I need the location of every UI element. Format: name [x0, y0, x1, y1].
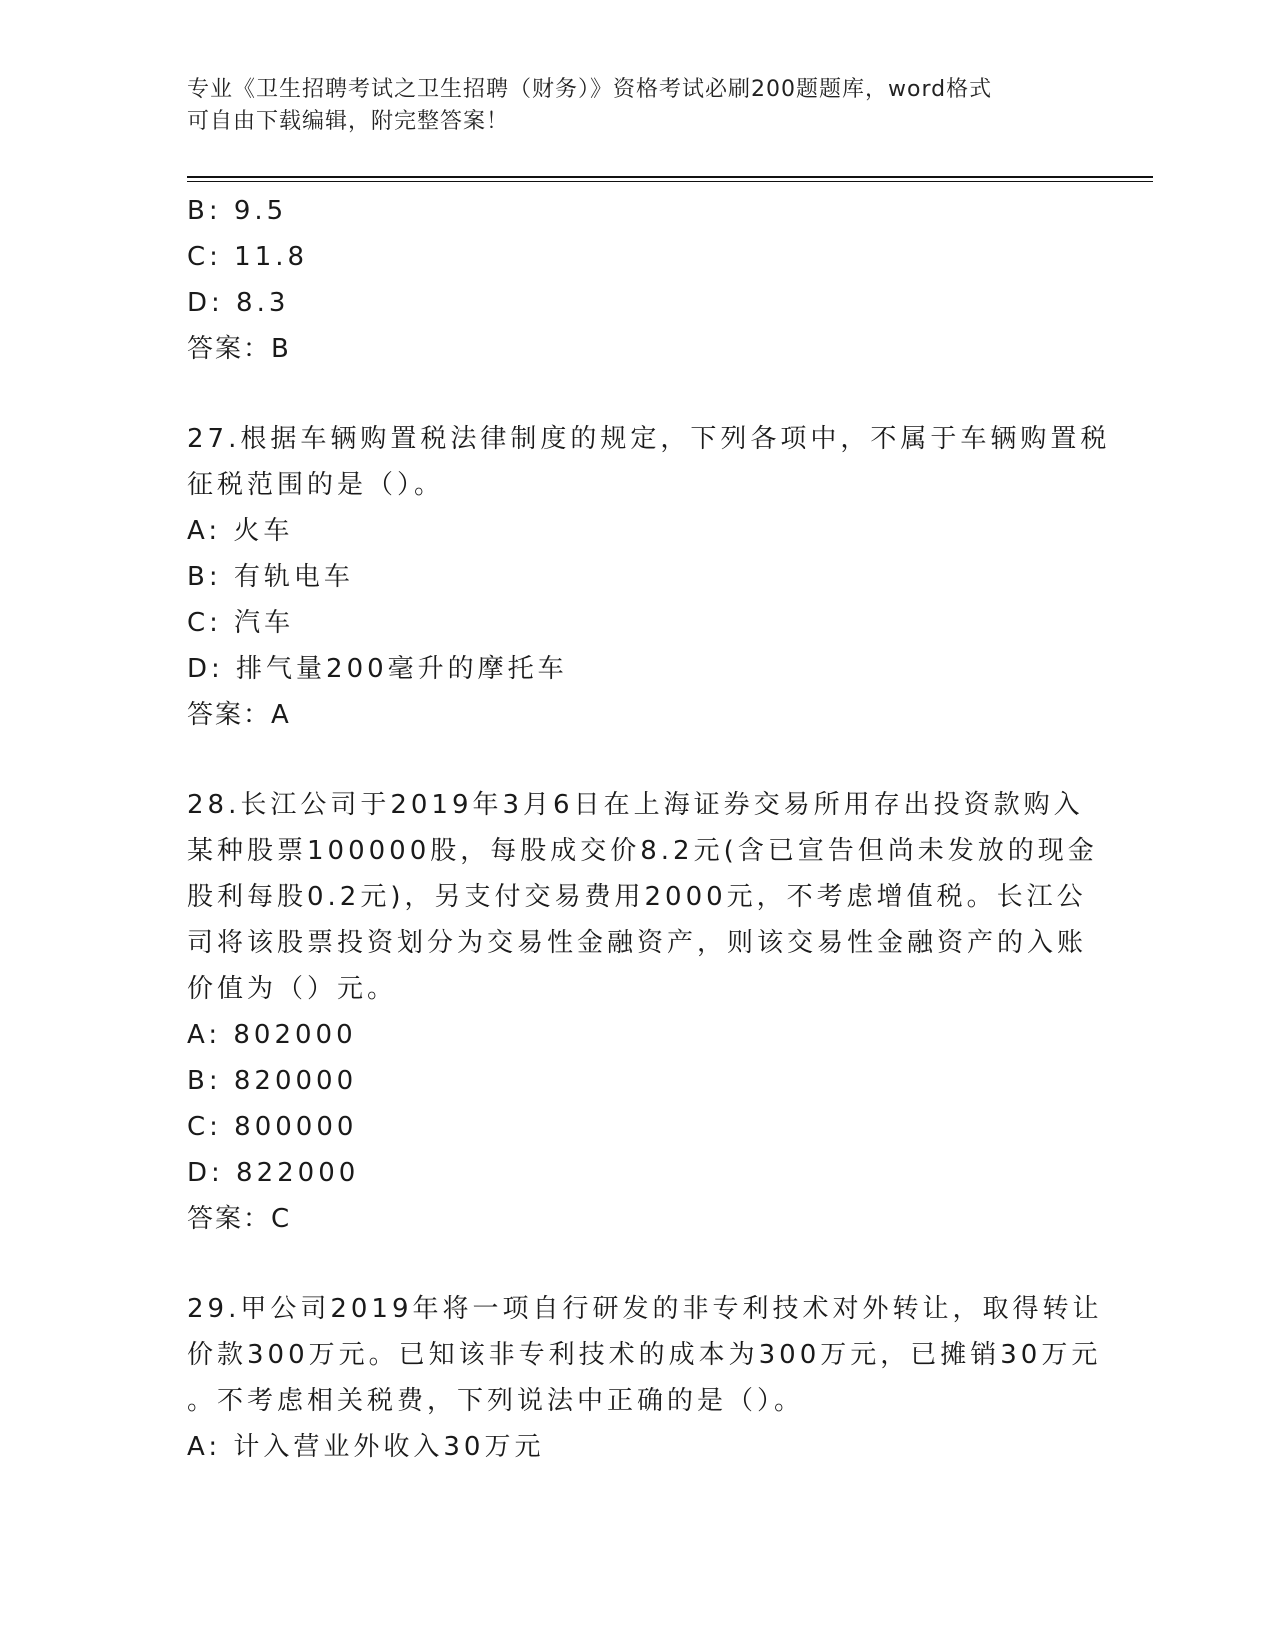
- question-spacer: [187, 738, 1087, 782]
- header-line-1: 专业《卫生招聘考试之卫生招聘（财务）》资格考试必刷200题题库，word格式: [187, 77, 993, 102]
- header-line-2: 可自由下载编辑，附完整答案！: [187, 109, 510, 134]
- option-c: C: 800000: [187, 1112, 358, 1142]
- option-a: A: 火车: [187, 516, 294, 546]
- question-content: [187, 188, 1111, 1470]
- question-text-line: 29.甲公司2019年将一项自行研发的非专利技术对外转让，取得转让: [187, 1294, 1103, 1324]
- question-text-line: 司将该股票投资划分为交易性金融资产，则该交易性金融资产的入账: [187, 928, 1088, 958]
- option-d: D: 8.3: [187, 288, 290, 318]
- question-text-line: 。不考虑相关税费，下列说法中正确的是（）。: [187, 1386, 805, 1416]
- option-a: A: 计入营业外收入30万元: [187, 1432, 545, 1462]
- option-c: C: 11.8: [187, 242, 309, 272]
- question-29: [187, 1286, 1103, 1470]
- answer-line: 答案：A: [187, 700, 291, 730]
- question-text-line: 27.根据车辆购置税法律制度的规定，下列各项中，不属于车辆购置税: [187, 424, 1111, 454]
- answer-line: 答案：C: [187, 1204, 292, 1234]
- option-b: B: 9.5: [187, 196, 288, 226]
- document-header: [187, 74, 1067, 138]
- question-26-tail: [187, 188, 1087, 372]
- question-text-line: 某种股票100000股，每股成交价8.2元(含已宣告但尚未发放的现金: [187, 836, 1098, 866]
- option-d: D: 822000: [187, 1158, 360, 1188]
- answer-line: 答案：B: [187, 334, 291, 364]
- header-divider-top: [187, 176, 1153, 178]
- question-27: [187, 416, 1111, 738]
- question-spacer: [187, 372, 1087, 416]
- question-text-line: 28.长江公司于2019年3月6日在上海证券交易所用存出投资款购入: [187, 790, 1084, 820]
- header-divider-bottom: [187, 181, 1153, 182]
- question-text-line: 价款300万元。已知该非专利技术的成本为300万元，已摊销30万元: [187, 1340, 1102, 1370]
- question-text-line: 价值为（）元。: [187, 974, 398, 1004]
- option-c: C: 汽车: [187, 608, 295, 638]
- question-spacer: [187, 1242, 1087, 1286]
- question-28: [187, 782, 1098, 1242]
- question-text-line: 股利每股0.2元)，另支付交易费用2000元，不考虑增值税。长江公: [187, 882, 1087, 912]
- option-d: D: 排气量200毫升的摩托车: [187, 654, 568, 684]
- option-a: A: 802000: [187, 1020, 357, 1050]
- option-b: B: 820000: [187, 1066, 358, 1096]
- option-b: B: 有轨电车: [187, 562, 354, 592]
- question-text-line: 征税范围的是（）。: [187, 470, 445, 500]
